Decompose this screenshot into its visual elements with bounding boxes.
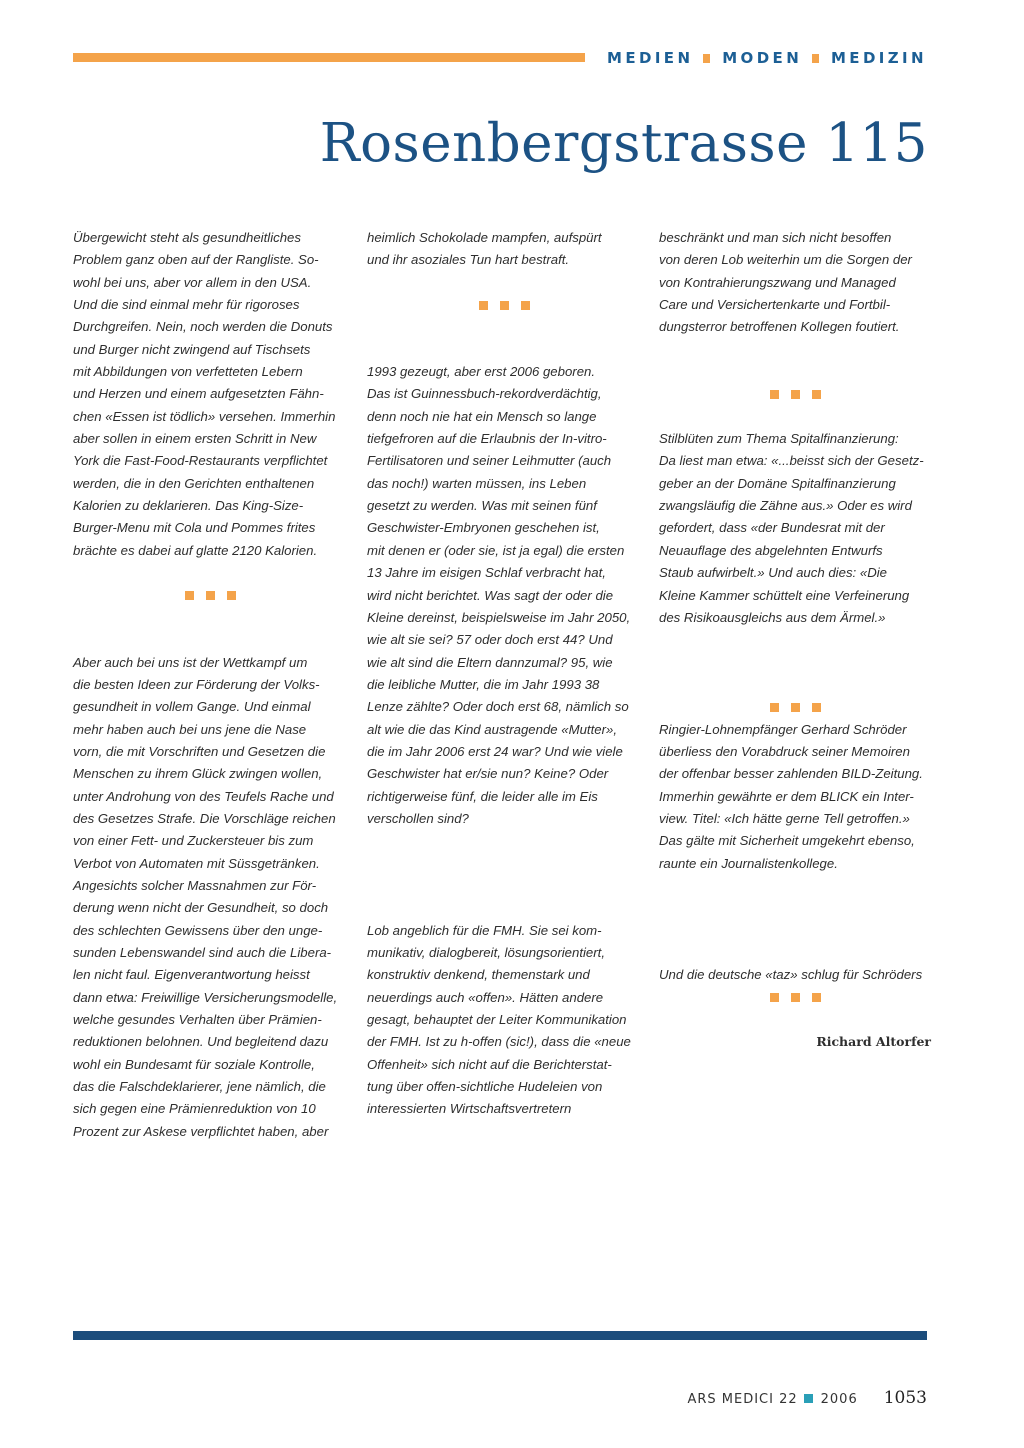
text-line: verschollen sind?	[367, 810, 469, 826]
orange-square-icon	[770, 390, 779, 399]
text-line: gesagt, behauptet der Leiter Kommunikation	[367, 1012, 627, 1028]
blank-line	[367, 316, 642, 338]
text-line: denn noch nie hat ein Mensch so lange	[367, 408, 597, 424]
text-line: sich gegen eine Prämienreduktion von 10	[73, 1101, 316, 1117]
text-line: reduktionen belohnen. Und begleitend dazu	[73, 1034, 329, 1050]
orange-square-icon	[770, 993, 779, 1002]
text-line: wohl ein Bundesamt für soziale Kontrolle,	[73, 1056, 315, 1072]
orange-square-icon	[812, 703, 821, 712]
journal-year: 2006	[820, 1392, 858, 1407]
text-line: gesundheit in vollem Gange. Und einmal	[73, 699, 311, 715]
text-line: Das ist Guinnessbuch-rekordverdächtig,	[367, 386, 602, 402]
text-line: Lob angeblich für die FMH. Sie sei kom-	[367, 922, 602, 938]
text-line: von Kontrahierungszwang und Managed	[659, 274, 896, 290]
orange-square-icon	[479, 301, 488, 310]
text-line: unter Androhung von des Teufels Rache und	[73, 788, 334, 804]
text-line: York die Fast-Food-Restaurants verpflichtet	[73, 453, 328, 469]
section-nav	[607, 47, 927, 69]
blank-line	[367, 875, 642, 897]
blank-line	[367, 853, 642, 875]
section-divider	[73, 585, 348, 607]
text-line: richtigerweise fünf, die leider alle im Eis	[367, 788, 598, 804]
text-line: Immerhin gewährte er dem BLICK ein Inter-	[659, 788, 914, 804]
text-line: Und die sind einmal mehr für rigoroses	[73, 297, 300, 313]
page-footer	[687, 1388, 927, 1408]
orange-square-icon	[185, 591, 194, 600]
text-line: und ihr asoziales Tun hart bestraft.	[367, 252, 570, 268]
blank-line	[659, 652, 931, 674]
text-line: der offenbar besser zahlenden BILD-Zeitung.	[659, 766, 923, 782]
section-divider	[659, 383, 931, 405]
text-line: mit Abbildungen von verfetteten Lebern	[73, 364, 303, 380]
text-line: derung wenn nicht der Gesundheit, so doch	[73, 900, 329, 916]
text-line: wie alt sind die Eltern dannzumal? 95, wie	[367, 654, 613, 670]
text-line: und Burger nicht zwingend auf Tischsets	[73, 341, 311, 357]
text-line: geber an der Domäne Spitalfinanzierung	[659, 475, 896, 491]
text-line: Und die deutsche «taz» schlug für Schröders	[659, 967, 923, 983]
page-number: 1053	[883, 1388, 927, 1408]
text-line: gefordert, dass «der Bundesrat mit der	[659, 520, 885, 536]
text-line: view. Titel: «Ich hätte gerne Tell getroffen.»	[659, 810, 910, 826]
text-line: dungsterror betroffenen Kollegen foutiert.	[659, 319, 900, 335]
page-title: Rosenbergstrasse 115	[319, 113, 928, 174]
text-line: konstruktiv denkend, themenstark und	[367, 967, 590, 983]
orange-square-icon	[812, 390, 821, 399]
journal-name: ARS MEDICI 22	[687, 1392, 798, 1407]
text-line: Neuauflage des abgelehnten Entwurfs	[659, 542, 883, 558]
text-line: die im Jahr 2006 erst 24 war? Und wie viele	[367, 743, 623, 759]
text-line: tung über offen-sichtliche Hudeleien von	[367, 1079, 603, 1095]
text-line: mit denen er (oder sie, ist ja egal) die ersten	[367, 542, 625, 558]
text-line: Aber auch bei uns ist der Wettkampf um	[73, 654, 308, 670]
text-line: aber sollen in einem ersten Schritt in New	[73, 431, 317, 447]
text-line: 13 Jahre im eisigen Schlaf verbracht hat,	[367, 565, 606, 581]
orange-square-icon	[500, 301, 509, 310]
text-line: Ringier-Lohnempfänger Gerhard Schröder	[659, 721, 907, 737]
text-line: neuerdings auch «offen». Hätten andere	[367, 989, 604, 1005]
text-line: Da liest man etwa: «...beisst sich der Gesetz-	[659, 453, 924, 469]
author-name: Richard Altorfer	[816, 1034, 931, 1050]
text-line: chen «Essen ist tödlich» versehen. Immerhin	[73, 408, 336, 424]
section-divider	[659, 987, 931, 1009]
text-line: gesetzt zu werden. Was mit seinen fünf	[367, 498, 597, 514]
orange-square-separator	[812, 54, 819, 63]
blank-line	[367, 830, 642, 852]
text-line: interessierten Wirtschaftsvertretern	[367, 1101, 572, 1117]
text-line: zwangsläufig die Zähne aus.» Oder es wird	[659, 498, 912, 514]
blank-line	[659, 875, 931, 897]
text-line: mehr haben auch bei uns jene die Nase	[73, 721, 307, 737]
section-label-medien: MEDIEN	[607, 49, 694, 67]
text-line: tiefgefroren auf die Erlaubnis der In-vitro-	[367, 431, 607, 447]
section-divider	[659, 696, 931, 718]
blank-line	[367, 272, 642, 294]
text-line: das noch!) warten müssen, ins Leben	[367, 475, 587, 491]
blank-line	[659, 339, 931, 361]
orange-square-icon	[206, 591, 215, 600]
text-line: vorn, die mit Vorschriften und Gesetzen die	[73, 743, 326, 759]
section-label-medizin: MEDIZIN	[830, 49, 927, 67]
orange-square-icon	[791, 703, 800, 712]
text-line: Fertilisatoren und seiner Leihmutter (auch	[367, 453, 612, 469]
blank-line	[73, 607, 348, 629]
text-line: Lenze zählte? Oder doch erst 68, nämlich so	[367, 699, 629, 715]
blank-line	[659, 629, 931, 651]
text-column-1	[73, 227, 348, 1143]
blank-line	[659, 920, 931, 942]
text-line: Prozent zur Askese verpflichtet haben, aber	[73, 1123, 329, 1139]
orange-square-icon	[521, 301, 530, 310]
text-line: und Herzen und einem aufgesetzten Fähn-	[73, 386, 324, 402]
text-line: von einer Fett- und Zuckersteuer bis zum	[73, 833, 314, 849]
text-line: Kleine dereinst, beispielsweise im Jahr 2050,	[367, 609, 631, 625]
text-line: beschränkt und man sich nicht besoffen	[659, 230, 892, 245]
text-line: Problem ganz oben auf der Rangliste. So-	[73, 252, 319, 268]
text-line: Das gälte mit Sicherheit umgekehrt ebenso,	[659, 833, 915, 849]
text-line: des Risikoausgleichs aus dem Ärmel.»	[659, 609, 886, 625]
text-line: das die Falschdeklarierer, jene nämlich, die	[73, 1079, 326, 1095]
blank-line	[659, 674, 931, 696]
text-line: raunte ein Journalistenkollege.	[659, 855, 838, 871]
text-line: Offenheit» sich nicht auf die Berichterstat-	[367, 1056, 612, 1072]
text-line: dann etwa: Freiwillige Versicherungsmodelle,	[73, 989, 338, 1005]
text-line: Durchgreifen. Nein, noch werden die Donuts	[73, 319, 333, 335]
text-line: Care und Versichertenkarte und Fortbil-	[659, 297, 891, 313]
blank-line	[367, 339, 642, 361]
section-divider	[367, 294, 642, 316]
text-line: 1993 gezeugt, aber erst 2006 geboren.	[367, 364, 596, 380]
text-line: überliess den Vorabdruck seiner Memoiren	[659, 743, 910, 759]
text-line: munikativ, dialogbereit, lösungsorientiert,	[367, 945, 605, 960]
text-line: des Gesetzes Strafe. Die Vorschläge reichen	[73, 810, 336, 826]
text-line: alt wie die das Kind austragende «Mutter»,	[367, 721, 617, 737]
text-line: Kleine Kammer schüttelt eine Verfeinerung	[659, 587, 910, 603]
top-accent-rule	[73, 53, 585, 62]
text-line: brächte es dabei auf glatte 2120 Kalorien.	[73, 542, 318, 558]
text-line: Geschwister hat er/sie nun? Keine? Oder	[367, 766, 609, 782]
footer-square-icon	[804, 1394, 813, 1403]
text-line: Angesichts solcher Massnahmen zur För-	[73, 877, 317, 893]
text-line: Übergewicht steht als gesundheitliches	[73, 230, 301, 245]
text-line: Kalorien zu deklarieren. Das King-Size-	[73, 498, 304, 514]
blank-line	[659, 942, 931, 964]
blank-line	[659, 406, 931, 428]
text-column-3	[659, 227, 931, 1054]
text-line: werden, die in den Gerichten enthaltenen	[73, 475, 315, 491]
text-line: Geschwister-Embryonen geschehen ist,	[367, 520, 600, 536]
blank-line	[659, 897, 931, 919]
blank-line	[659, 361, 931, 383]
text-line: von deren Lob weiterhin um die Sorgen der	[659, 252, 912, 268]
text-line: des schlechten Gewissens über den unge-	[73, 922, 323, 938]
blank-line	[73, 629, 348, 651]
orange-square-icon	[227, 591, 236, 600]
orange-square-icon	[791, 390, 800, 399]
text-line: wie alt sie sei? 57 oder doch erst 44? Und	[367, 632, 613, 648]
blank-line	[659, 1009, 931, 1031]
orange-square-icon	[812, 993, 821, 1002]
text-line: die besten Ideen zur Förderung der Volks-	[73, 676, 320, 692]
text-line: len nicht faul. Eigenverantwortung heisst	[73, 967, 310, 983]
text-line: Verbot von Automaten mit Süssgetränken.	[73, 855, 320, 871]
blank-line	[73, 562, 348, 584]
text-line: sunden Lebenswandel sind auch die Libera-	[73, 945, 332, 960]
text-line: Burger-Menu mit Cola und Pommes frites	[73, 520, 316, 536]
orange-square-separator	[703, 54, 710, 63]
text-line: Menschen zu ihrem Glück zwingen wollen,	[73, 766, 323, 782]
orange-square-icon	[791, 993, 800, 1002]
orange-square-icon	[770, 703, 779, 712]
section-label-moden: MODEN	[722, 49, 803, 67]
text-line: wohl bei uns, aber vor allem in den USA.	[73, 274, 312, 290]
text-line: Stilblüten zum Thema Spitalfinanzierung:	[659, 431, 899, 447]
text-line: heimlich Schokolade mampfen, aufspürt	[367, 230, 602, 245]
blank-line	[367, 897, 642, 919]
text-line: welche gesundes Verhalten über Prämien-	[73, 1012, 322, 1028]
text-line: wird nicht berichtet. Was sagt der oder die	[367, 587, 614, 603]
text-column-2	[367, 227, 642, 1121]
text-line: Staub aufwirbelt.» Und auch dies: «Die	[659, 565, 887, 581]
text-line: der FMH. Ist zu h-offen (sic!), dass die «neue	[367, 1034, 631, 1050]
text-line: die leibliche Mutter, die im Jahr 1993 38	[367, 676, 600, 692]
bottom-rule	[73, 1331, 927, 1340]
